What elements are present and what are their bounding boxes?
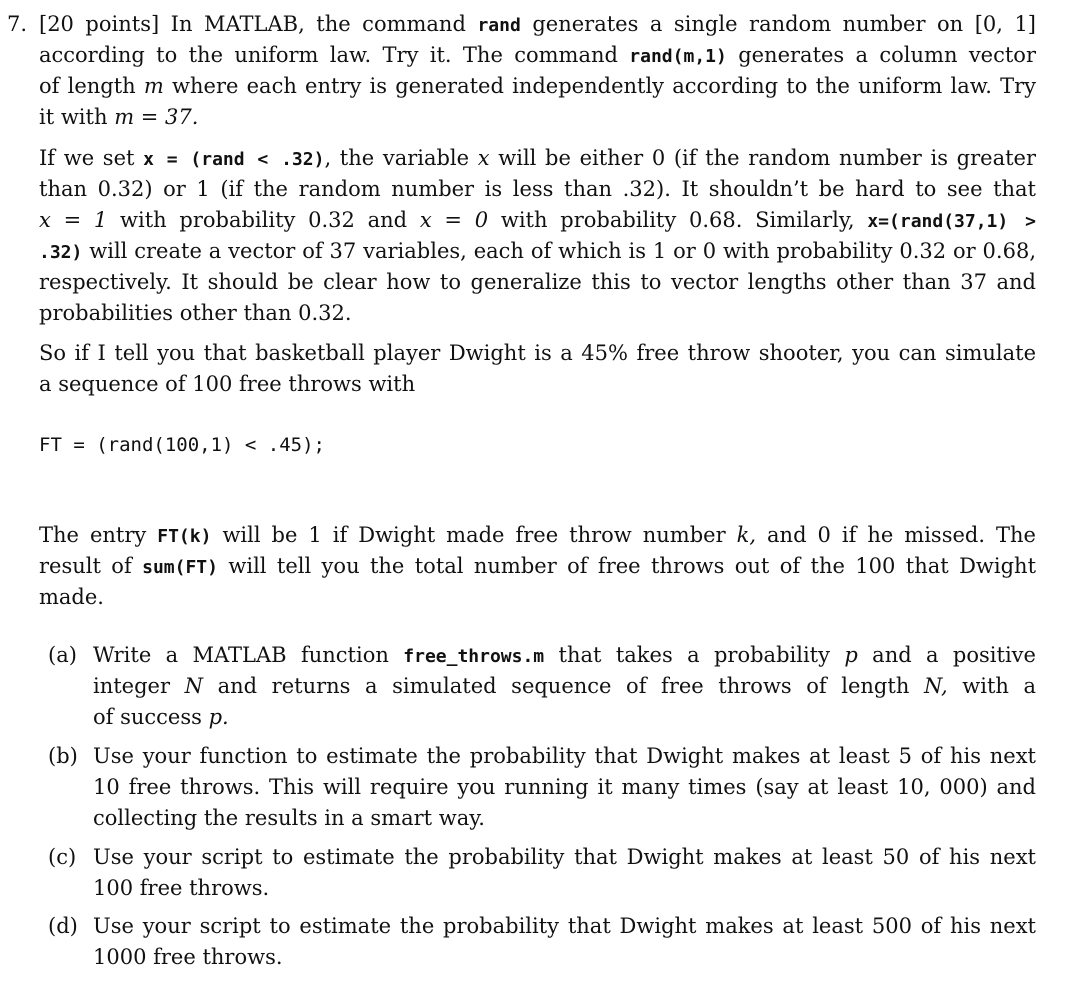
code-sum-ft: sum(FT) <box>142 557 218 578</box>
part-b-line-3: collecting the results in a smart way. <box>93 806 485 830</box>
text: generates a single random number on [0, 1] <box>532 12 1036 36</box>
math-k: k, <box>736 523 757 547</box>
text: If we set <box>39 146 135 170</box>
math-x: x <box>477 146 490 170</box>
text: integer <box>93 674 171 698</box>
part-d-line-1: Use your script to estimate the probability that Dwight makes at least 500 of his next <box>93 914 1036 938</box>
text: and a positive <box>872 643 1036 667</box>
p2-line-4 <box>39 236 1036 267</box>
text: will tell you the total number of free throws out of the 100 that Dwight <box>228 554 1036 578</box>
part-a-line-1 <box>93 640 1036 671</box>
part-c-label: (c) <box>48 845 77 869</box>
part-c-text <box>93 842 1036 904</box>
text: result of <box>39 554 132 578</box>
part-b-line-1: Use your function to estimate the probability that Dwight makes at least 5 of his next <box>93 744 1036 768</box>
part-c-line-2: 100 free throws. <box>93 876 270 900</box>
text: , the variable <box>324 146 470 170</box>
text: The entry <box>39 523 147 547</box>
text: according to the uniform law. Try it. The command <box>39 43 618 67</box>
text: with a <box>962 674 1036 698</box>
part-b-text <box>93 741 1036 834</box>
p3-line-1: So if I tell you that basketball player Dwight is a 45% free throw shooter, you can simulate <box>39 341 1036 365</box>
text: of success <box>93 705 202 729</box>
part-a-line-2 <box>93 671 1036 702</box>
code-rand-m1: rand(m,1) <box>629 46 727 67</box>
text: that takes a probability <box>558 643 830 667</box>
code-x-rand-37: x=(rand(37,1) > <box>867 211 1036 232</box>
code-x-rand: x = (rand < .32) <box>143 149 325 170</box>
text: where each entry is generated independently according to the uniform law. Try <box>172 74 1036 98</box>
intro-line-2 <box>39 40 1036 71</box>
text: it with <box>39 105 108 129</box>
p2-line-5: respectively. It should be clear how to generalize this to vector lengths other than 37 and <box>39 270 1036 294</box>
math-x-1: x = 1 <box>39 208 108 232</box>
p2-line-3 <box>39 205 1036 236</box>
p3-line-2: a sequence of 100 free throws with <box>39 372 416 396</box>
part-a-line-3 <box>93 702 1036 733</box>
problem-number: 7. <box>7 12 28 36</box>
part-b-line-2: 10 free throws. This will require you running it many times (say at least 10, 000) and <box>93 775 1036 799</box>
text: will create a vector of 37 variables, each of which is 1 or 0 with probability 0.32 or 0.68, <box>89 239 1036 263</box>
math-x-0: x = 0 <box>419 208 489 232</box>
math-p: p. <box>208 705 229 729</box>
code-032: .32) <box>39 242 83 263</box>
p2-line-1 <box>39 143 1036 174</box>
part-a-text <box>93 640 1036 733</box>
p4-line-3: made. <box>39 585 104 609</box>
text: and returns a simulated sequence of free throws of length <box>217 674 910 698</box>
paragraph-rand-explanation <box>39 143 1036 329</box>
p2-line-6: probabilities other than 0.32. <box>39 301 352 325</box>
text: will be either 0 (if the random number is greater <box>498 146 1036 170</box>
part-b-label: (b) <box>48 744 78 768</box>
code-ft-line: FT = (rand(100,1) < .45); <box>39 434 325 456</box>
paragraph-ft-entry <box>39 520 1036 613</box>
part-a-label: (a) <box>48 643 77 667</box>
part-d-text <box>93 911 1036 973</box>
part-d-label: (d) <box>48 914 78 938</box>
intro-line-4 <box>39 102 1036 133</box>
intro-paragraph <box>39 9 1036 133</box>
math-m: m <box>143 74 164 98</box>
text: will be 1 if Dwight made free throw number <box>222 523 726 547</box>
p2-line-2: than 0.32) or 1 (if the random number is less than .32). It shouldn’t be hard to see that <box>39 177 1036 201</box>
math-m-37: m = 37. <box>114 105 199 129</box>
text: and 0 if he missed. The <box>767 523 1036 547</box>
text: of length <box>39 74 136 98</box>
text: with probability 0.68. Similarly, <box>500 208 855 232</box>
math-N: N, <box>923 674 948 698</box>
code-ftk: FT(k) <box>157 526 212 547</box>
part-d-line-2: 1000 free throws. <box>93 945 283 969</box>
p4-line-2 <box>39 551 1036 582</box>
text: generates a column vector <box>738 43 1036 67</box>
math-p: p <box>844 643 858 667</box>
paragraph-dwight <box>39 338 1036 400</box>
part-c-line-1: Use your script to estimate the probability that Dwight makes at least 50 of his next <box>93 845 1036 869</box>
intro-line-1 <box>39 9 1036 40</box>
text: Write a MATLAB function <box>93 643 389 667</box>
text: with probability 0.32 and <box>120 208 408 232</box>
text: [20 points] In MATLAB, the command <box>39 12 466 36</box>
p4-line-1 <box>39 520 1036 551</box>
intro-line-3 <box>39 71 1036 102</box>
code-rand: rand <box>477 15 521 36</box>
math-N: N <box>184 674 203 698</box>
code-free-throws: free_throws.m <box>403 646 545 667</box>
